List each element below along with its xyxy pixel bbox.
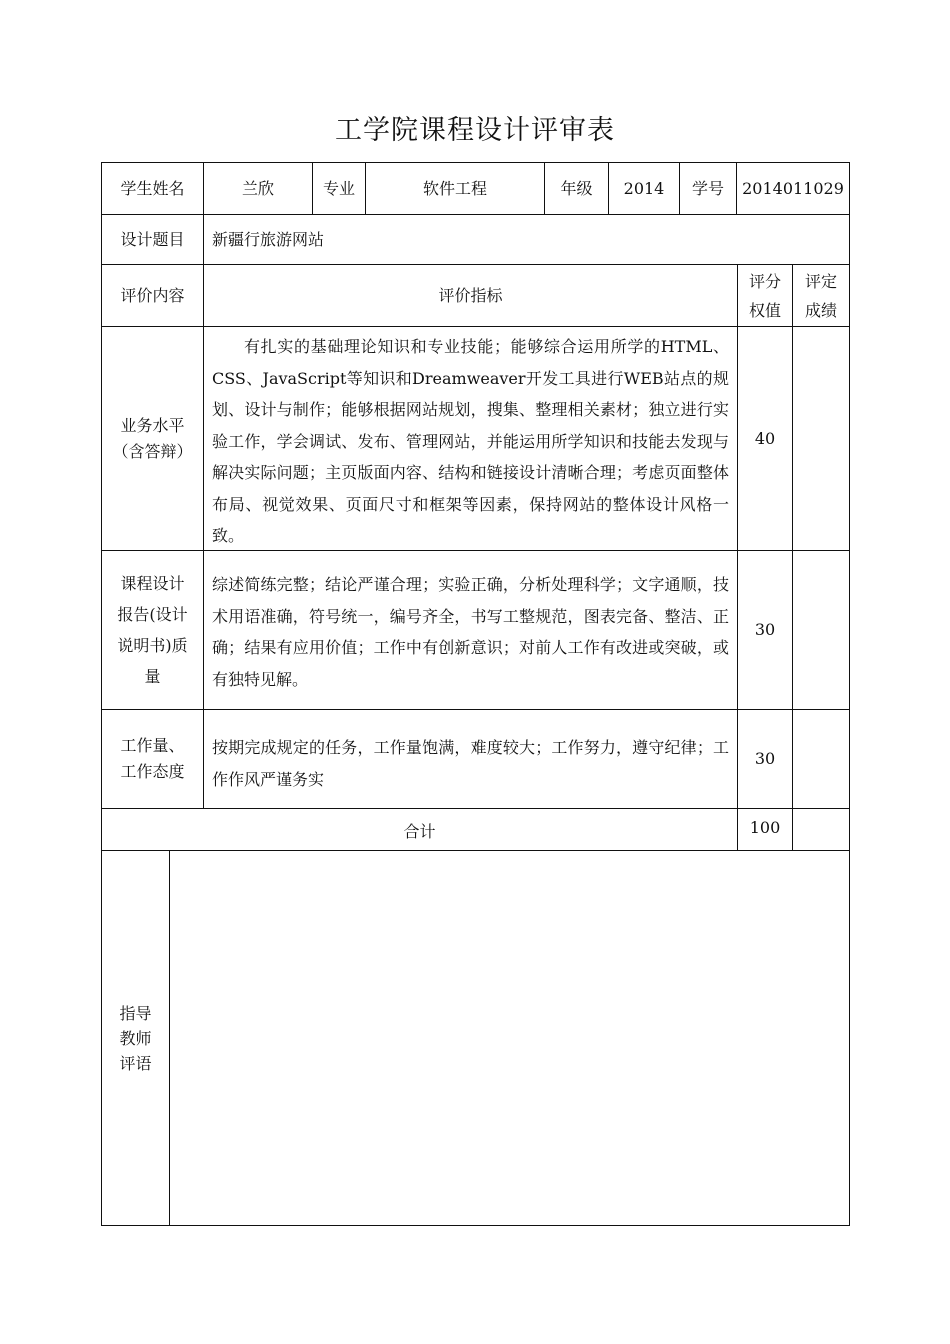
header-content: 评价内容 xyxy=(101,264,204,327)
header-weight: 评分 权值 xyxy=(737,264,793,327)
topic-label: 设计题目 xyxy=(101,214,204,265)
page-title: 工学院课程设计评审表 xyxy=(335,115,615,146)
comment-label: 指导 教师 评语 xyxy=(101,850,170,1226)
criterion-weight: 30 xyxy=(737,550,793,710)
student-name-label: 学生姓名 xyxy=(101,162,204,215)
total-label: 合计 xyxy=(101,808,738,851)
criterion-name: 业务水平 （含答辩） xyxy=(101,326,204,551)
grade-value: 2014 xyxy=(608,162,680,215)
major-value: 软件工程 xyxy=(365,162,545,215)
criterion-description: 综述简练完整；结论严谨合理；实验正确，分析处理科学；文字通顺，技术用语准确，符号统一，编号齐全，书写工整规范，图表完备、整洁、正确；结果有应用价值；工作中有创新意识；对前人工作有改进或突破，或有独特见解。 xyxy=(203,550,738,710)
criterion-weight: 30 xyxy=(737,709,793,809)
major-label: 专业 xyxy=(312,162,366,215)
topic-value: 新疆行旅游网站 xyxy=(203,214,850,265)
criterion-name: 课程设计 报告(设计 说明书)质 量 xyxy=(101,550,204,710)
student-name-value: 兰欣 xyxy=(203,162,313,215)
student-id-label: 学号 xyxy=(679,162,737,215)
grade-label: 年级 xyxy=(544,162,609,215)
criterion-score xyxy=(792,709,850,809)
student-id-value: 2014011029 xyxy=(736,162,850,215)
total-weight: 100 xyxy=(737,808,793,851)
criterion-description: 按期完成规定的任务，工作量饱满，难度较大；工作努力，遵守纪律；工作作风严谨务实 xyxy=(203,709,738,809)
criterion-score xyxy=(792,550,850,710)
criterion-weight: 40 xyxy=(737,326,793,551)
criterion-score xyxy=(792,326,850,551)
criterion-description: 有扎实的基础理论知识和专业技能；能够综合运用所学的HTML、CSS、JavaScript等知识和Dreamweaver开发工具进行WEB站点的规划、设计与制作；能够根据网站规划，搜集、整理相关素材；独立进行实验工作，学会调试、发布、管理网站，并能运用所学知识和技能去发现与解决实际问题；主页版面内容、结构和链接设计清晰合理；考虑页面整体布局、视觉效果、页面尺寸和框架等因素，保持网站的整体设计风格一致。 xyxy=(203,326,738,551)
header-indicator: 评价指标 xyxy=(203,264,738,327)
header-score: 评定 成绩 xyxy=(792,264,850,327)
comment-area xyxy=(169,850,850,1226)
criterion-name: 工作量、 工作态度 xyxy=(101,709,204,809)
total-score xyxy=(792,808,850,851)
